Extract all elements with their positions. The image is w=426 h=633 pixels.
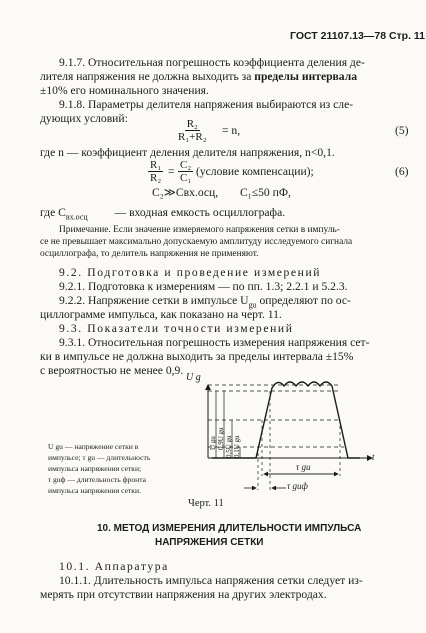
legend-line1: U gu — напряжение сетки в — [48, 442, 139, 451]
legend-line3: импульса напряжения сетки; — [48, 464, 142, 473]
eq6-lhs-numerator: R₁ — [150, 159, 162, 171]
eq6-lhs-denominator: R₂ — [150, 172, 162, 184]
para-9-1-7-line2-text: лителя напряжения не должна выходить за — [40, 70, 255, 83]
eq6-rhs-numerator: C₂ — [180, 159, 192, 171]
para-9-2-2-line2: циллограмме импульса, как показано на черт. 11. — [40, 308, 282, 321]
page-header: ГОСТ 21107.13—78 Стр. 11 — [290, 30, 426, 42]
note-line1: Примечание. Если значение измеряемого напряжения сетки в импуль- — [59, 225, 340, 235]
where-c-a: где C — [40, 206, 66, 219]
legend-line5: импульса напряжения сетки. — [48, 486, 141, 495]
note-line2: се не превышает максимально допускаемую амплитуду исследуемого сигнала — [40, 237, 353, 247]
fig-y-axis-label: U g — [186, 372, 201, 383]
where-c-sub: вх.осц — [65, 212, 88, 222]
para-9-1-8-line1: 9.1.8. Параметры делителя напряжения выбираются из сле- — [59, 98, 354, 111]
legend-line2: импульсе; τ gu — длительность — [48, 453, 151, 462]
fig-level-label-09: 0,9U gu — [217, 427, 225, 450]
para-9-3-1-line1: 9.3.1. Относительная погрешность измерения напряжения сет- — [59, 336, 370, 349]
eq5-number: (5) — [395, 124, 409, 137]
para-9-2-2-sub: gu — [248, 300, 257, 310]
para-9-1-7-line1: 9.1.7. Относительная погрешность коэффициента деления де- — [59, 56, 365, 69]
section-9-2-title: 9.2. Подготовка и проведение измерений — [59, 266, 322, 279]
section-9-3-title: 9.3. Показатели точности измерений — [59, 322, 294, 335]
para-9-2-2-a: 9.2.2. Напряжение сетки в импульсе U — [59, 294, 249, 307]
para-9-3-1-line3: с вероятностью не менее 0,9. — [40, 364, 184, 377]
fig-x-axis-label: t — [372, 452, 375, 462]
fig-tau-gu-label: τ gu — [296, 462, 311, 472]
fig-level-label-01: 0,1U gu — [233, 435, 241, 458]
figure-caption: Черт. 11 — [188, 498, 224, 509]
para-10-1-1-line1: 10.1.1. Длительность импульса напряжения сетки следует из- — [59, 574, 363, 587]
para-9-2-1: 9.2.1. Подготовка к измерениям — по пп. 1.3; 2.2.1 и 5.2.3. — [59, 280, 348, 293]
eq5-numerator: R₂ — [186, 118, 198, 130]
section-10-1-title: 10.1. Аппаратура — [59, 560, 169, 573]
eq6-line2-b: C₁≤50 пФ, — [240, 186, 291, 199]
para-9-1-8-line2: дующих условий: — [40, 112, 128, 125]
where-n-text: где n — коэффициент деления делителя напряжения, n<0,1. — [40, 146, 335, 159]
para-10-1-1-line2: мерять при отсутствии напряжения на других электродах. — [40, 588, 327, 601]
legend-line4: τ guф — длительность фронта — [48, 475, 146, 484]
fig-level-label-ugu: U gu — [209, 436, 217, 450]
note-line3: осциллографа, то делитель напряжения не применяют. — [40, 249, 259, 259]
eq6-number: (6) — [395, 165, 409, 178]
fig-level-label-05: 0,5U gu — [225, 435, 233, 458]
section-10-title-line2: НАПРЯЖЕНИЯ СЕТКИ — [155, 537, 264, 548]
eq6-line2-a: C₂≫Cвх.осц, — [152, 186, 219, 199]
para-9-2-2-b: определяют по ос- — [256, 294, 351, 307]
eq6-rhs-denominator: C₁ — [180, 172, 192, 184]
fig-tau-front-label: τ guф — [287, 481, 308, 491]
eq6-equals: = — [168, 165, 175, 178]
where-c-b: — входная емкость осциллографа. — [114, 206, 286, 219]
para-9-3-1-line2: ки в импульсе не должна выходить за пределы интервала ±15% — [40, 350, 354, 363]
section-10-title-line1: 10. МЕТОД ИЗМЕРЕНИЯ ДЛИТЕЛЬНОСТИ ИМПУЛЬСА — [97, 523, 362, 534]
para-9-1-7-line2-bold: пределы интервала — [254, 70, 357, 83]
para-9-1-7-line3: ±10% его номинального значения. — [40, 84, 209, 97]
eq6-condition: (условие компенсации); — [196, 165, 314, 178]
eq5-rhs: = n, — [222, 124, 241, 137]
eq5-denominator: R₁+R₂ — [178, 131, 207, 143]
